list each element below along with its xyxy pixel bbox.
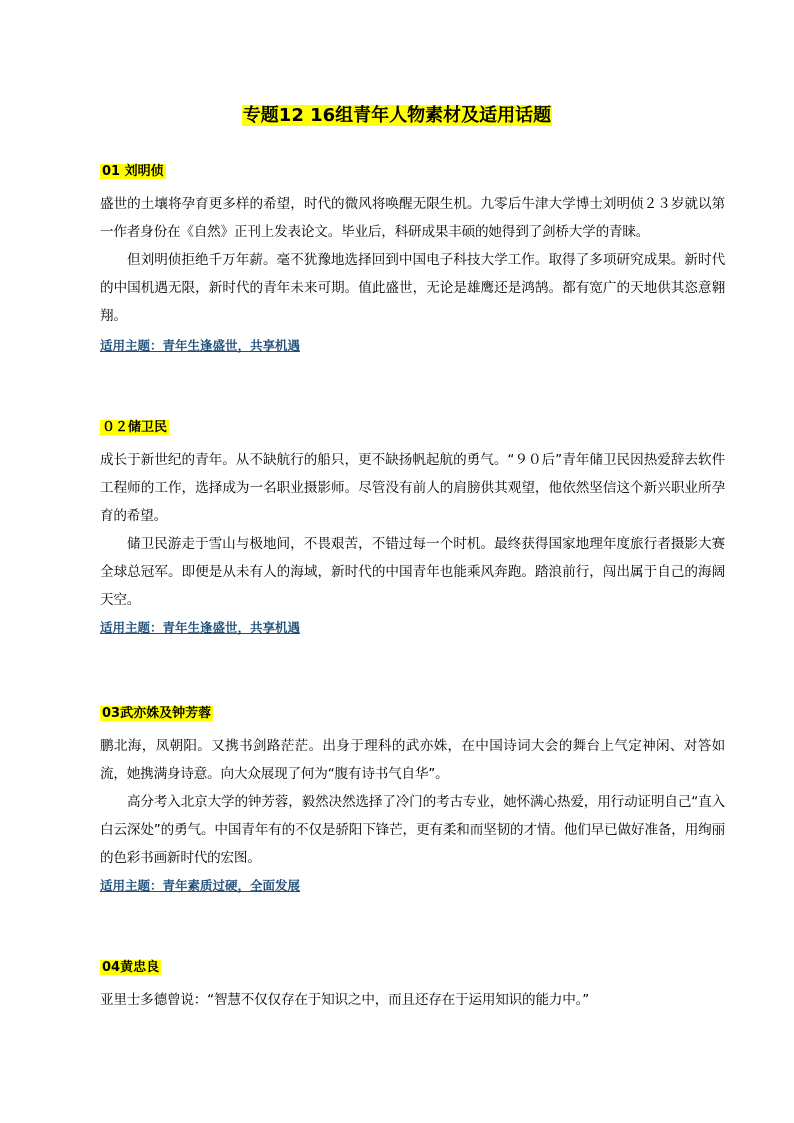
theme-link[interactable]: 适用主题：青年生逢盛世，共享机遇 (100, 338, 301, 353)
paragraph: 但刘明侦拒绝千万年薪。毫不犹豫地选择回到中国电子科技大学工作。取得了多项研究成果。新时代的中国机遇无限，新时代的青年未来可期。值此盛世，无论是雄鹰还是鸿鹄。都有宽广的天地供其恣意翱翔。 (100, 252, 725, 324)
paragraph: 高分考入北京大学的钟芳蓉，毅然决然选择了冷门的考古专业，她怀满心热爱，用行动证明自己“直入白云深处”的勇气。中国青年有的不仅是骄阳下锋芒，更有柔和而坚韧的才情。他们早已做好准备，用绚丽的色彩书画新时代的宏图。 (100, 794, 725, 866)
section-heading (100, 704, 725, 724)
section-heading (100, 418, 725, 438)
paragraph: 盛世的土壤将孕育更多样的希望，时代的微风将唤醒无限生机。九零后牛津大学博士刘明侦２３岁就以第一作者身份在《自然》正刊上发表论文。毕业后，科研成果丰硕的她得到了剑桥大学的青睐。 (100, 196, 725, 240)
section-heading (100, 958, 725, 978)
paragraph: 鹏北海，凤朝阳。又携书剑路茫茫。出身于理科的武亦姝，在中国诗词大会的舞台上气定神闲、对答如流，她携满身诗意。向大众展现了何为“腹有诗书气自华”。 (100, 738, 725, 782)
theme-link[interactable]: 适用主题：青年生逢盛世，共享机遇 (100, 620, 301, 635)
section-heading-text: ０２储卫民 (102, 420, 168, 435)
section-heading-text: 03武亦姝及钟芳蓉 (102, 706, 212, 721)
page-title-text: 专题12 16组青年人物素材及适用话题 (242, 105, 552, 126)
section-liu-mingzhen (100, 162, 725, 356)
paragraph: 储卫民游走于雪山与极地间，不畏艰苦，不错过每一个时机。最终获得国家地理年度旅行者摄影大赛全球总冠军。即便是从未有人的海域，新时代的中国青年也能乘风奔跑。踏浪前行，闯出属于自己的海阔天空。 (100, 536, 725, 608)
section-heading (100, 162, 725, 182)
section-huang-zhongliang (100, 958, 725, 1014)
section-heading-text: 01 刘明侦 (102, 164, 164, 179)
paragraph: 成长于新世纪的青年。从不缺航行的船只，更不缺扬帆起航的勇气。“９０后”青年储卫民因热爱辞去软件工程师的工作，选择成为一名职业摄影师。尽管没有前人的肩膀供其观望，他依然坚信这个新兴职业所孕育的希望。 (100, 452, 725, 524)
section-heading-text: 04黄忠良 (102, 960, 160, 975)
theme-link[interactable]: 适用主题：青年素质过硬，全面发展 (100, 878, 301, 893)
section-chu-weimin (100, 418, 725, 638)
section-wu-yishu-zhong-fangrong (100, 704, 725, 896)
page-title (0, 103, 794, 129)
paragraph: 亚里士多德曾说：“智慧不仅仅存在于知识之中，而且还存在于运用知识的能力中。” (100, 992, 590, 1008)
